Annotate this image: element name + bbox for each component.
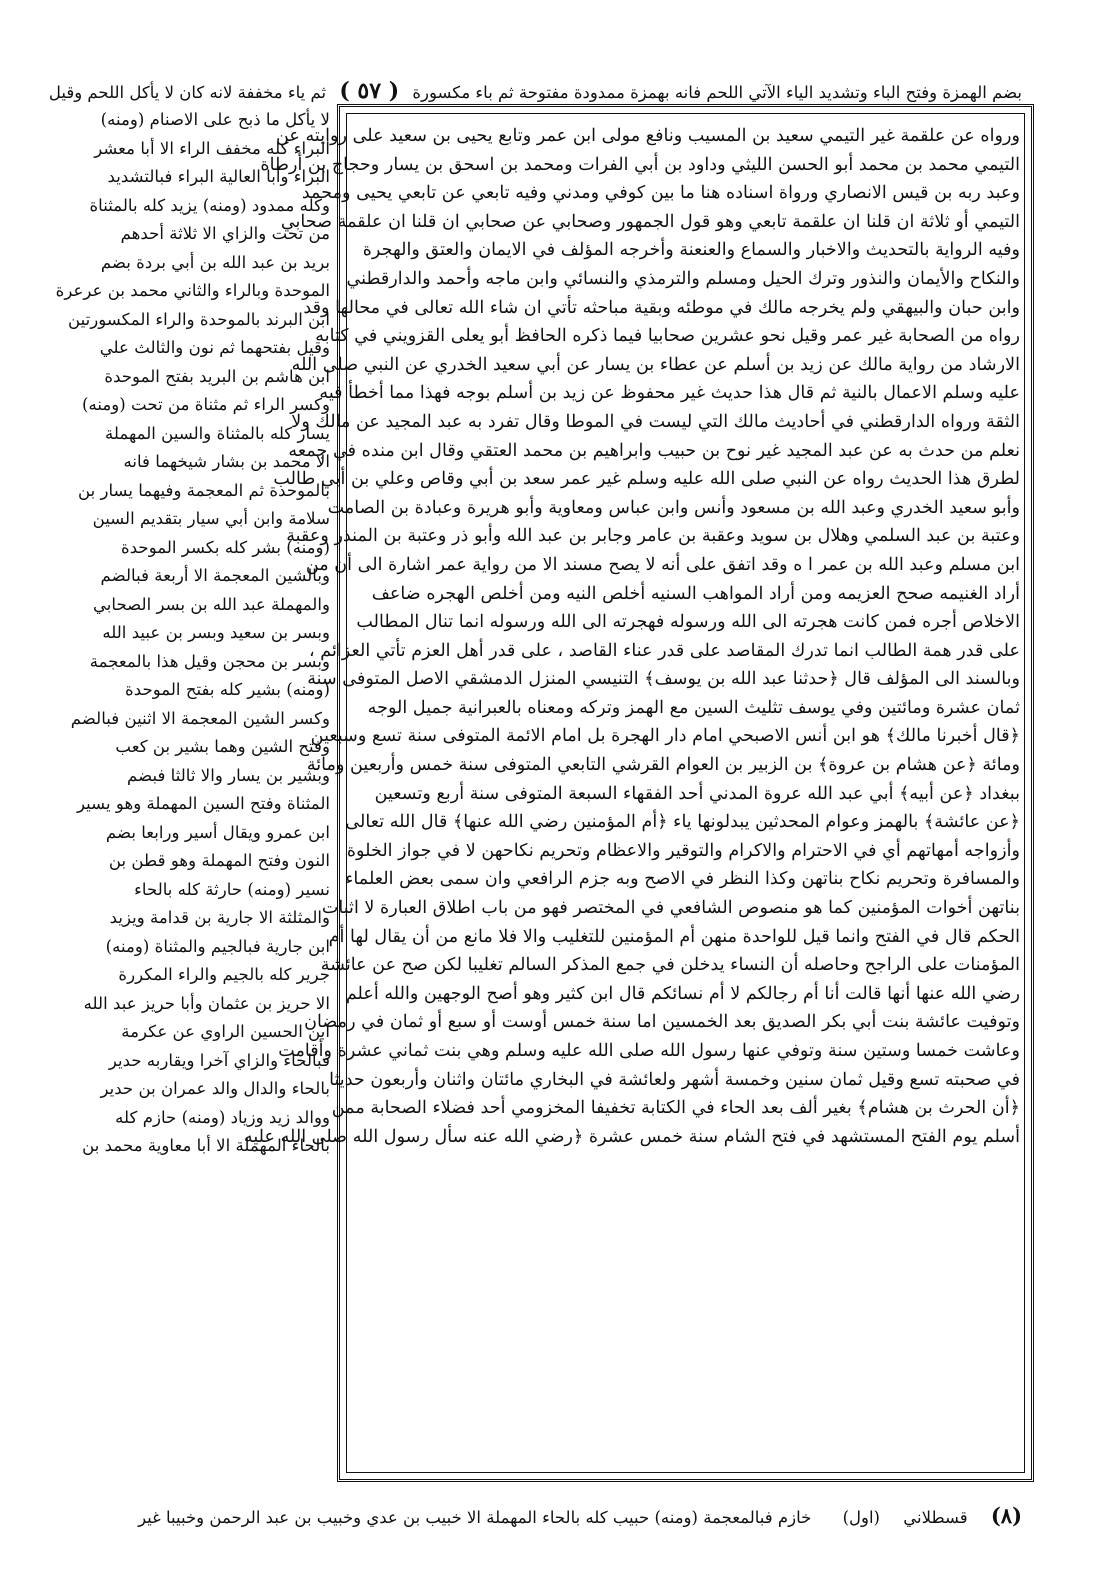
margin-text-line: وبالشين المعجمة الا أربعة فبالضم <box>100 566 330 585</box>
main-text-line: عليه وسلم الاعمال بالنية ثم قال هذا حديث غير محفوظ عن زيد بن أسلم بوجه فهذا مما أخطأ فيه <box>319 383 1020 404</box>
margin-text-line: بالحاء والدال والد عمران بن حدير <box>100 1079 330 1098</box>
footer-volume: (اول) <box>842 1508 880 1527</box>
page-footer <box>82 1496 1022 1536</box>
main-text-line: رضي الله عنها أنها قالت أنا أم رجالكم لا أم نسائكم قال ابن كثير وهو أصح الوجهين والله أعلم <box>345 983 1020 1004</box>
margin-text-line: ابن الحسين الراوي عن عكرمة <box>121 1022 330 1041</box>
main-text-line: ﴿أن الحرث بن هشام﴾ بغير ألف بعد الحاء في الكتابة تخفيفا المخزومي أحد فضلاء الصحابة ممن <box>331 1098 1020 1119</box>
margin-text-line: وبسر بن محجن وقيل هذا بالمعجمة <box>89 651 330 671</box>
main-text-column <box>243 122 1020 1472</box>
main-text-line: نعلم من حدث به عن عبد المجيد غير نوح بن حبيب وابراهيم بن محمد العتقي وقال ابن منده في جمعه <box>288 440 1020 461</box>
margin-text-line: يسار كله بالمثناة والسين المهملة <box>105 423 330 443</box>
margin-commentary-column <box>55 106 330 1476</box>
main-text-line: ابن مسلم وعبد الله بن عمر ا ه وقد اتفق على أنه لا يصح مسند الا من رواية عمر اشارة الى أن من <box>305 554 1020 575</box>
margin-text-line: نسير (ومنه) حارثة كله بالحاء <box>134 879 330 899</box>
header-right-text: بضم الهمزة وفتح الباء وتشديد الياء الآتي اللحم فانه بهمزة ممدودة مفتوحة ثم باء مكسورة <box>412 83 1022 102</box>
margin-text-line: المثناة وفتح السين المهملة وهو يسير <box>77 794 330 813</box>
margin-text-line: النون وفتح المهملة وهو قطن بن <box>108 851 330 870</box>
page-number: ( ٥٧ ) <box>339 78 400 104</box>
margin-text-line: الموحدة وبالراء والثاني محمد بن عرعرة <box>55 281 330 300</box>
main-text-line: في صحبته تسع وقيل ثمان سنين وخمسة أشهر ولعائشة في البخاري مائتان واثنان وأربعون حديثا <box>329 1069 1020 1090</box>
main-text-line: ﴿قال أخبرنا مالك﴾ هو ابن أنس الاصبحي امام دار الهجرة بل امام الائمة المتوفى سنة تسع وسبعين <box>310 726 1020 747</box>
margin-text-line: وبسر بن سعيد وبسر بن عبيد الله <box>102 623 330 642</box>
margin-text-line: والمثلثة الا جارية بن قدامة ويزيد <box>109 908 330 927</box>
margin-text-line: ابن هاشم بن البريد بفتح الموحدة <box>104 366 330 386</box>
margin-text-line: فبالحاء والزاي آخرا ويقاربه حدير <box>108 1050 330 1070</box>
main-text-line: على قدر همة الطالب انما تدرك المقاصد على قدر عناء القاصد ، على قدر أهل العزم تأتي العزائم ، <box>309 640 1020 661</box>
main-text-line: ومائة ﴿عن هشام بن عروة﴾ بن الزبير بن العوام القرشي التابعي المتوفى سنة خمس وأربعين ومائة <box>306 755 1020 776</box>
margin-text-line: سلامة وابن أبي سيار بتقديم السين <box>92 509 330 528</box>
main-text-line: المؤمنات على الراجح وحاصله أن النساء يدخلن في جمع المذكر السالم تغليبا لكن صح عن عائشة <box>320 955 1020 976</box>
margin-text-line: ابن جارية فبالجيم والمثناة (ومنه) <box>105 936 330 956</box>
margin-text-line: وكسر الشين المعجمة الا اثنين فبالضم <box>70 708 330 728</box>
main-text-line: وفيه الرواية بالتحديث والاخبار والسماع والعنعنة وأخرجه المؤلف في الايمان والعتق والهجرة <box>362 240 1020 261</box>
margin-text-line: الا حريز بن عثمان وأبا حريز عبد الله <box>83 993 330 1013</box>
margin-text-line: ابن عمرو ويقال أسير ورابعا بضم <box>105 822 330 842</box>
margin-text-line: بالحاء المهملة الا أبا معاوية محمد بن <box>82 1136 330 1155</box>
margin-text-line: الا محمد بن بشار شيخهما فانه <box>123 452 330 471</box>
main-text-line: وعتبة بن عبد السلمي وهلال بن سويد وعقبة بن عامر وجابر بن عبد الله وأبو ذر وعتبة بن المنذر وعقبة <box>286 526 1020 547</box>
main-text-line: الثقة ورواه الدارقطني في أحاديث مالك التي ليست في الموطا وقال تفرد به عبد المجيد عن مالك ولا <box>291 411 1020 432</box>
margin-text-line: وقيل بفتحهما ثم نون والثالث علي <box>99 338 330 357</box>
main-text-line: التيمي أو ثلاثة ان قلنا ان علقمة تابعي وهو قول الجمهور وصحابي عن صحابي ان قلنا ان علقمة صحابي <box>280 211 1020 232</box>
main-text-line: أسلم يوم الفتح المستشهد في فتح الشام سنة خمس عشرة ﴿رضي الله عنه سأل رسول الله صلى الله عليه <box>243 1126 1020 1147</box>
margin-text-line: والمهملة عبد الله بن بسر الصحابي <box>92 594 330 614</box>
margin-text-line: لا يأكل ما ذبح على الاصنام (ومنه) <box>100 110 330 129</box>
main-text-line: وتوفيت عائشة بنت أبي بكر الصديق بعد الخمسين اما سنة خمس أوست أو سبع أو ثمان في رمضان <box>304 1012 1020 1033</box>
margin-text-line: بريد بن عبد الله بن أبي بردة بضم <box>100 252 330 272</box>
margin-text-line: وكسر الراء ثم مثناة من تحت (ومنه) <box>82 395 330 414</box>
main-text-line: رواه من الصحابة غير عمر وقيل نحو عشرين صحابيا فيما ذكره الحافظ أبو يعلى القزويني في كتابه <box>315 326 1020 347</box>
main-text-line: وبالسند الى المؤلف قال ﴿حدثنا عبد الله بن يوسف﴾ التنيسي المنزل الدمشقي الاصل المتوفى سنة <box>307 669 1020 690</box>
main-text-line: التيمي محمد بن محمد أبو الحسن الليثي وداود بن أبي الفرات ومحمد بن اسحق بن يسار وحجاج بن أرطاة <box>260 154 1020 175</box>
footer-page-number: (٨) <box>990 1503 1022 1528</box>
main-text-line: وعاشت خمسا وستين سنة وتوفي عنها رسول الله صلى الله عليه وسلم وهي بنت ثماني عشرة وأقامت <box>278 1041 1020 1061</box>
main-text-line: والنكاح والأيمان والنذور وترك الحيل ومسلم والترمذي والنسائي وابن ماجه وأحمد والدارقطني <box>346 268 1020 289</box>
main-text-line: ثمان عشرة ومائتين وفي يوسف تثليث السين مع الهمز وتركه ومعناه بالعبرانية جميل الوجه <box>367 697 1020 718</box>
margin-text-line: البراء وأبا العالية البراء فبالتشديد <box>107 167 330 186</box>
main-text-line: وعبد ربه بن قيس الانصاري ورواة اسناده هنا ما بين كوفي ومدني وفيه تابعي عن تابعي يحيى ومحمد <box>301 183 1020 204</box>
main-text-line: أراد الغنيمه صحح العزيمه ومن أراد المواهب السنيه أخلص النيه ومن أخلص الهجره ضاعف <box>371 583 1020 604</box>
margin-text-line: جرير كله بالجيم والراء المكررة <box>118 965 330 984</box>
margin-text-line: من تحت والزاي الا ثلاثة أحدهم <box>120 224 330 243</box>
main-text-line: وأزواجه أمهاتهم أي في الاحترام والاكرام والتوقير والاعظام وتحريم نكاحهن لا في جواز الخلوة <box>346 840 1020 861</box>
main-text-line: ببغداد ﴿عن أبيه﴾ أبي عبد الله عروة المدني أحد الفقهاء السبعة المتوفى سنة أربع وتسعين <box>374 783 1020 804</box>
margin-text-line: وبشير بن يسار والا ثالثا فبضم <box>127 765 330 785</box>
footer-book-name: قسطلاني <box>903 1508 968 1527</box>
margin-text-line: ووالد زيد وزياد (ومنه) حازم كله <box>115 1107 330 1127</box>
margin-text-line: البراء كله مخفف الراء الا أبا معشر <box>94 138 330 158</box>
main-text-line: بناتهن أخوات المؤمنين كما هو منصوص الشافعي في المختصر فهو من باب اطلاق العبارة لا اثبات <box>321 898 1020 919</box>
main-text-line: وابن حبان والبيهقي ولم يخرجه مالك في موطئه وبقية مباحثه تأتي ان شاء الله تعالى في محالها وقد <box>303 297 1020 318</box>
margin-text-line: بالموحدة ثم المعجمة وفيهما يسار بن <box>77 480 330 500</box>
main-text-line: والمسافرة وتحريم نكاح بناتهن وكذا النظر في الاصح وبه جزم الرافعي وان سمى بعض العلماء <box>345 869 1020 890</box>
margin-text-line: وفتح الشين وهما بشير بن كعب <box>115 737 330 756</box>
main-text-line: ورواه عن علقمة غير التيمي سعيد بن المسيب ونافع مولى ابن عمر وتابع يحيى بن سعيد على روايته عن <box>276 126 1020 146</box>
main-text-line: وأبو سعيد الخدري وعبد الله بن مسعود وأنس وابن عباس ومعاوية وأبو هريرة وعبادة بن الصامت <box>327 497 1020 518</box>
margin-text-line: (ومنه) بشر كله بكسر الموحدة <box>121 537 330 557</box>
main-text-line: الاخلاص أجره فمن كانت هجرته الى الله ورسوله فهجرته الى الله ورسوله انما تنال المطالب <box>356 612 1020 633</box>
main-text-line: الحكم قال في الفتح وانما قيل للواحدة منهن أم المؤمنين للتغليب والا فلا مانع من أن يقال لها أم <box>328 926 1020 947</box>
margin-text-line: (ومنه) بشير كله بفتح الموحدة <box>125 680 330 699</box>
margin-text-line: وكله ممدود (ومنه) يزيد كله بالمثناة <box>89 195 330 215</box>
main-text-line: الارشاد من رواية مالك عن زيد بن أسلم عن عطاء بن يسار عن أبي سعيد الخدري عن النبي صلى الله <box>291 354 1020 375</box>
header-left-text: ثم ياء مخففة لانه كان لا يأكل اللحم وقيل <box>48 83 327 102</box>
margin-text-line: ابن البرند بالموحدة والراء المكسورتين <box>68 309 330 329</box>
main-text-line: ﴿عن عائشة﴾ بالهمز وعوام المحدثين يبدلونها ياء ﴿أم المؤمنين رضي الله عنها﴾ قال الله تعالى <box>345 812 1020 833</box>
main-text-line: لطرق هذا الحديث رواه عن النبي صلى الله عليه وسلم غير عمر سعد بن أبي وقاص وعلي بن أبي طالب <box>273 469 1020 490</box>
footer-text: خازم فبالمعجمة (ومنه) حبيب كله بالحاء المهملة الا خبيب بن عدي وخبيب بن عبد الرحمن وخبيبا غير <box>138 1508 812 1527</box>
